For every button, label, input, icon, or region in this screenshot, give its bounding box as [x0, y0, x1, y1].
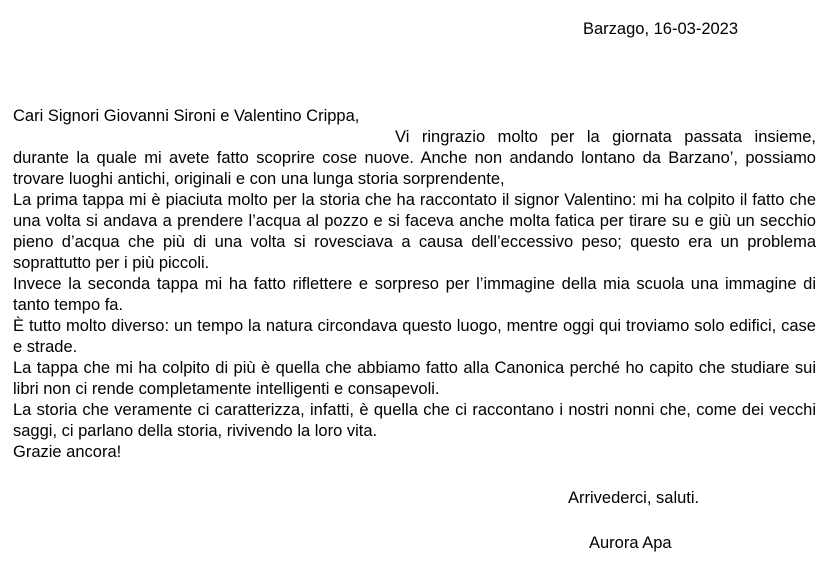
closing: Arrivederci, saluti.	[568, 489, 700, 507]
paragraph-thanks-again: Grazie ancora!	[13, 443, 122, 461]
paragraph-second-stop: Invece la seconda tappa mi ha fatto riflettere e sorpreso per l’immagine della mia scuola una immagine di tanto tempo fa.	[13, 275, 816, 314]
signature: Aurora Apa	[589, 534, 672, 552]
paragraph-grandparents: La storia che veramente ci caratterizza, infatti, è quella che ci raccontano i nostri nonni che, come dei vecchi saggi, ci parlano della storia, rivivendo la loro vita.	[13, 401, 816, 440]
place-date: Barzago, 16-03-2023	[583, 20, 739, 38]
salutation: Cari Signori Giovanni Sironi e Valentino Crippa,	[13, 107, 360, 125]
paragraph-thanks: Vi ringrazio molto per la giornata passata insieme, durante la quale mi avete fatto scoprire cose nuove. Anche non andando lontano da Barzano’, possiamo trovare luoghi antichi, originali e con una lunga storia sorprendente,	[13, 128, 816, 188]
paragraph-canonica: La tappa che mi ha colpito di più è quella che abbiamo fatto alla Canonica perché ho capito che studiare sui libri non ci rende completamente intelligenti e consapevoli.	[13, 359, 816, 398]
paragraph-first-stop: La prima tappa mi è piaciuta molto per la storia che ha raccontato il signor Valentino: mi ha colpito il fatto che una volta si andava a prendere l’acqua al pozzo e si faceva anche molta fatica per tirare su e giù un secchio pieno d’acqua che più di una volta si rovesciava a causa dell’eccessivo peso; questo era un problema soprattutto per i più piccoli.	[13, 191, 816, 272]
paragraph-comparison: È tutto molto diverso: un tempo la natura circondava questo luogo, mentre oggi qui troviamo solo edifici, case e strade.	[13, 317, 816, 356]
letter-body	[13, 106, 816, 463]
